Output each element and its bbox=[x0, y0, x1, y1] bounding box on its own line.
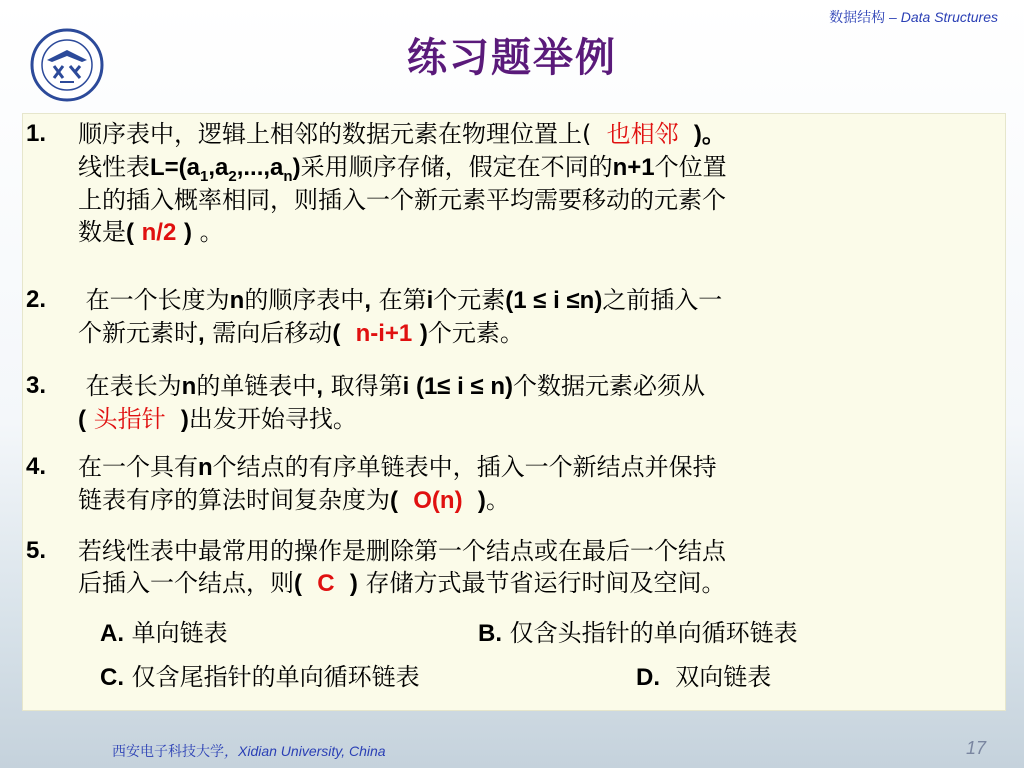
university-name-en: Xidian University, China bbox=[238, 743, 386, 759]
option-letter: D. bbox=[636, 664, 660, 691]
option-a bbox=[100, 617, 228, 650]
question-line bbox=[78, 118, 998, 151]
option-text: 单向链表 bbox=[131, 619, 228, 647]
question-5 bbox=[26, 535, 998, 600]
slide-title: 练习题举例 bbox=[407, 35, 617, 81]
question-text: 。 bbox=[199, 218, 224, 246]
formula-part: L=(a bbox=[150, 154, 201, 181]
question-number: 4. bbox=[26, 453, 47, 480]
question-text: 出发开始寻找。 bbox=[188, 405, 357, 433]
question-line bbox=[78, 216, 998, 249]
question-text: )。 bbox=[693, 121, 726, 148]
question-text: 个结点的有序单链表中，插入一个新结点并保持 bbox=[212, 453, 717, 481]
formula-part: i (1≤ i ≤ n) bbox=[402, 373, 513, 400]
formula-part: (1 ≤ i ≤n) bbox=[505, 287, 603, 314]
option-text: 双向链表 bbox=[667, 663, 772, 691]
question-text: 存储方式最节省运行时间及空间。 bbox=[357, 569, 726, 597]
footer bbox=[112, 741, 386, 761]
course-name-cn: 数据结构 bbox=[829, 10, 886, 26]
subscript: n bbox=[283, 167, 293, 185]
formula-part: , bbox=[198, 320, 205, 347]
option-text: 仅含尾指针的单向循环链表 bbox=[131, 663, 420, 691]
question-2 bbox=[26, 284, 998, 350]
question-text: 在第 bbox=[370, 286, 427, 314]
formula-part: n bbox=[181, 373, 197, 400]
paren: ) bbox=[477, 487, 486, 514]
paren: ) bbox=[419, 320, 428, 347]
course-name-en: Data Structures bbox=[900, 9, 998, 25]
question-text: 在表长为 bbox=[85, 372, 182, 400]
question-line bbox=[78, 403, 998, 436]
question-line bbox=[78, 370, 998, 403]
university-name-cn: 西安电子科技大学 bbox=[112, 744, 224, 760]
paren: ) bbox=[180, 406, 189, 433]
question-text: 的单链表中 bbox=[196, 372, 317, 400]
question-text: 个新元素时 bbox=[78, 319, 198, 347]
question-text: 取得第 bbox=[322, 372, 403, 400]
question-text: 个数据元素必须从 bbox=[512, 372, 705, 400]
question-line bbox=[78, 184, 998, 216]
option-text: 仅含头指针的单向循环链表 bbox=[509, 619, 798, 647]
footer-separator: ， bbox=[224, 743, 238, 759]
formula-part: i bbox=[426, 287, 434, 314]
question-number: 1. bbox=[26, 120, 47, 147]
question-text: 顺序表中，逻辑上相邻的数据元素在物理位置上( bbox=[78, 120, 592, 148]
paren: ( bbox=[294, 570, 302, 597]
question-4 bbox=[26, 451, 998, 517]
question-line bbox=[78, 151, 998, 184]
question-line bbox=[78, 567, 998, 600]
paren: ( bbox=[390, 487, 398, 514]
question-text: 若线性表中最常用的操作是删除第一个结点或在最后一个结点 bbox=[78, 537, 726, 565]
paren: ( bbox=[332, 320, 341, 347]
question-text: 。 bbox=[485, 486, 510, 514]
formula-part: ,...,a bbox=[236, 154, 284, 181]
question-text: 链表有序的算法时间复杂度为 bbox=[78, 486, 390, 514]
course-dash: – bbox=[885, 9, 901, 25]
question-text: 后插入一个结点，则 bbox=[78, 569, 294, 597]
answer: n/2 bbox=[141, 219, 177, 246]
formula-part: , bbox=[316, 373, 323, 400]
answer: C bbox=[317, 570, 335, 597]
option-d bbox=[636, 661, 771, 694]
question-line bbox=[78, 317, 998, 350]
paren: ) bbox=[349, 570, 358, 597]
formula-part: ,a bbox=[208, 154, 229, 181]
question-line bbox=[78, 451, 998, 484]
option-b bbox=[478, 617, 798, 650]
question-line bbox=[78, 484, 998, 517]
question-text: 需向后移动 bbox=[204, 319, 333, 347]
formula-part: n bbox=[229, 287, 245, 314]
question-text: 个元素。 bbox=[427, 319, 524, 347]
question-3 bbox=[26, 370, 998, 436]
question-text: 个元素 bbox=[433, 286, 506, 314]
answer: 头指针 bbox=[93, 405, 166, 433]
formula-part: n bbox=[198, 454, 213, 481]
page-number: 17 bbox=[965, 738, 986, 758]
question-line bbox=[78, 535, 998, 567]
option-letter: A. bbox=[100, 620, 124, 647]
question-text: 在一个具有 bbox=[78, 453, 198, 481]
question-text: 上的插入概率相同，则插入一个新元素平均需要移动的元素个 bbox=[78, 186, 726, 214]
question-number: 5. bbox=[26, 537, 47, 564]
course-header bbox=[829, 7, 998, 27]
paren: ) bbox=[183, 219, 192, 246]
answer: 也相邻 bbox=[606, 120, 679, 148]
paren: ( bbox=[78, 406, 86, 433]
paren: ( bbox=[126, 219, 134, 246]
question-1 bbox=[26, 118, 998, 249]
subscript: 1 bbox=[200, 167, 209, 185]
subscript: 2 bbox=[228, 167, 237, 185]
question-number: 3. bbox=[26, 372, 47, 399]
question-text: 线性表 bbox=[78, 153, 150, 181]
question-line bbox=[78, 284, 998, 317]
answer: O(n) bbox=[413, 487, 463, 514]
formula-part: n+1 bbox=[612, 154, 655, 181]
answer: n-i+1 bbox=[355, 320, 413, 347]
formula-part: , bbox=[364, 287, 371, 314]
question-number: 2. bbox=[26, 286, 47, 313]
question-text: 采用顺序存储，假定在不同的 bbox=[300, 153, 613, 181]
question-text: 个位置 bbox=[654, 153, 727, 181]
option-c bbox=[100, 661, 420, 694]
option-letter: C. bbox=[100, 664, 124, 691]
option-letter: B. bbox=[478, 620, 502, 647]
question-text: 的顺序表中 bbox=[244, 286, 365, 314]
formula-part: ) bbox=[292, 154, 301, 181]
question-text: 在一个长度为 bbox=[85, 286, 230, 314]
question-text: 数是 bbox=[78, 218, 126, 246]
question-text: 之前插入一 bbox=[602, 286, 723, 314]
